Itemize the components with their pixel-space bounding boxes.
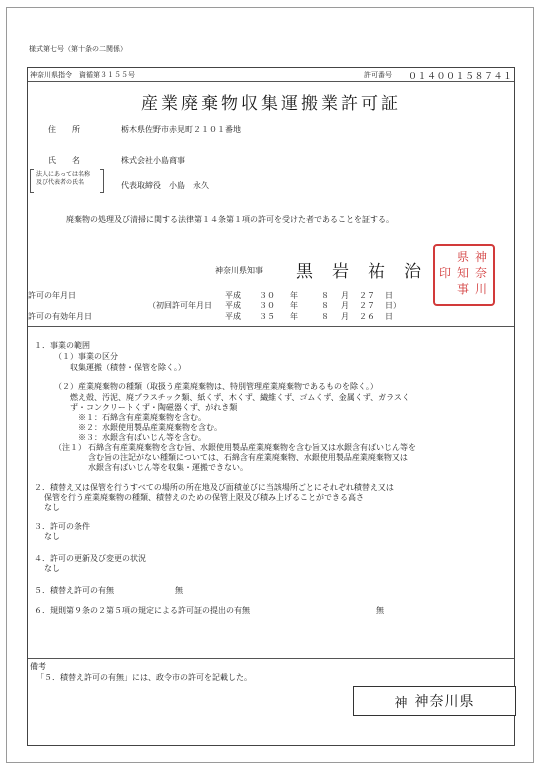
- caution-line1: 石綿含有産業廃棄物を含む旨、水銀使用製品産業廃棄物を含む旨又は水銀含有ばいじん等を: [88, 443, 416, 452]
- governor-seal: [433, 244, 495, 306]
- seal-char: 川: [475, 282, 488, 296]
- prefecture-emblem-icon: 神: [394, 695, 409, 711]
- expiry-date-label: 許可の有効年月日: [28, 312, 92, 321]
- caution-line2: 含む旨の注記がない種類については、石綿含有産業廃棄物、水銀使用製品産業廃棄物又は: [88, 453, 408, 462]
- certification-statement: 廃棄物の処理及び清掃に関する法律第１４条第１項の許可を受けた者であることを証する。: [66, 215, 394, 224]
- seal-char: 知: [457, 266, 470, 280]
- seal-char: 奈: [475, 266, 488, 280]
- caution-line3: 水銀含有ばいじん等を収集・運搬できない。: [88, 463, 248, 472]
- remarks-text: 「５．積替え許可の有無」には、政令市の許可を記載した。: [36, 673, 252, 682]
- governor-title: 神奈川県知事: [215, 266, 263, 275]
- address-value: 栃木県佐野市赤見町２１０１番地: [121, 125, 241, 134]
- section-6-value: 無: [376, 606, 384, 615]
- waste-types-line1: 燃え殻、汚泥、廃プラスチック類、紙くず、木くず、繊維くず、ゴムくず、金属くず、ガラスく: [70, 393, 410, 402]
- seal-char: 事: [457, 282, 470, 296]
- address-label: 住 所: [48, 125, 80, 134]
- name-value: 株式会社小島商事: [121, 156, 185, 165]
- section-4-title: ４．許可の更新及び変更の状況: [34, 554, 146, 563]
- designation-number: 神奈川県指令 資循第３１５５号: [30, 71, 135, 79]
- header-divider: [28, 81, 514, 82]
- permit-number-label: 許可番号: [364, 71, 392, 79]
- initial-permit-label: （初回許可年月日: [148, 301, 212, 310]
- representative-label-line2: 及び代表者の氏名: [36, 179, 85, 186]
- representative-label-line1: 法人にあっては名称: [36, 171, 90, 178]
- remarks-label: 備考: [30, 662, 46, 671]
- note-asbestos: ※１：石綿含有産業廃棄物を含む。: [78, 413, 206, 422]
- seal-char: 県: [457, 250, 470, 264]
- section-2-title-line2: 保管を行う産業廃棄物の種類、積替えのための保管上限及び積み上げることができる高さ: [44, 493, 364, 502]
- section-2-title-line1: ２．積替え又は保管を行うすべての場所の所在地及び面積並びに当該場所ごとにそれぞれ積替え又は: [34, 483, 394, 492]
- seal-char: 印: [439, 266, 452, 280]
- representative-value: 代表取締役 小島 永久: [121, 181, 209, 190]
- section-5-value: 無: [175, 586, 183, 595]
- remarks-divider: [28, 658, 514, 659]
- section-3-title: ３．許可の条件: [34, 522, 90, 531]
- issuing-authority-box: [353, 686, 516, 716]
- section-2-value: なし: [44, 503, 60, 512]
- seal-char: 神: [475, 250, 488, 264]
- section-1-sub1: （１）事業の区分: [54, 352, 118, 361]
- permit-number: ０１４００１５８７４１: [408, 72, 513, 82]
- governor-name: 黒 岩 祐 治: [296, 262, 422, 282]
- section-5-title: ５．積替え許可の有無: [34, 586, 114, 595]
- waste-types-line2: ず・コンクリートくず・陶磁器くず、がれき類: [70, 403, 238, 412]
- dates-divider: [28, 326, 514, 327]
- section-4-value: なし: [44, 564, 60, 573]
- section-3-value: なし: [44, 532, 60, 541]
- note-mercury-products: ※２：水銀使用製品産業廃棄物を含む。: [78, 423, 222, 432]
- form-label: 様式第七号（第十条の二関係）: [29, 45, 127, 53]
- representative-label-bracket: [28, 169, 106, 191]
- section-1-sub2: （２）産業廃棄物の種類（取扱う産業廃棄物は、特別管理産業廃棄物であるものを除く。）: [54, 382, 378, 391]
- caution-label: （注１）: [54, 443, 86, 452]
- name-label: 氏 名: [48, 156, 80, 165]
- document-title: 産業廃棄物収集運搬業許可証: [141, 94, 401, 114]
- permit-document: 神奈川県指令 資循第３１５５号 許可番号 ０１４００１５８７４１ 産業廃棄物収集運搬業許可証 住 所 栃木県佐野市赤見町２１０１番地 氏 名 株式会社小島商事 法人にあっては名称 及び代表者の氏名 代表取締役 小島 永久 廃棄物の処理及び清掃に関する法律第１４条第１項の許可を受けた者であることを証する。 神奈川県知事 黒 岩 祐 治 神 奈 川 県 知 事 印 許可の年月日 （初回許可年月日 許可の有効年月日 平成 ３０ 年 ８ 月 ２７ 日 平成 ３０ 年 ８ 月 ２７ 日） 平成 ３５ 年 ８ 月 ２６ 日 １．事業の範囲 （１）事業の区分 収集運搬（積替・保管を除く。） （２）産業廃棄物の種類（取扱う産業廃棄物は、特別管理産業廃棄物であるものを除く。） 燃え殻、汚泥、廃プラスチック類、紙くず、木くず、繊維くず、ゴムくず、金属くず、ガラスく ず・コンクリートくず・陶磁器くず、がれき類 ※１：石綿含有産業廃棄物を含む。 ※２：水銀使用製品産業廃棄物を含む。 ※３：水銀含有ばいじん等を含む。 （注１） 石綿含有産業廃棄物を含む旨、水銀使用製品産業廃棄物を含む旨又は水銀含有ばいじん等を 含む旨の注記がない種類については、石綿含有産業廃棄物、水銀使用製品産業廃棄物又は 水銀含有ばいじん等を収集・運搬できない。 ２．積替え又は保管を行うすべての場所の所在地及び面積並びに当該場所ごとにそれぞれ積替え又は 保管を行う産業廃棄物の種類、積替えのための保管上限及び積み上げることができる高さ なし ３．許可の条件 なし ４．許可の更新及び変更の状況 なし ５．積替え許可の有無 無 ６．規則第９条の２第５項の規定による許可証の提出の有無 無 備考 「５．積替え許可の有無」には、政令市の許可を記載した。 神 神奈川県: [27, 67, 515, 746]
- section-1-sub1-value: 収集運搬（積替・保管を除く。）: [70, 363, 186, 372]
- section-6-title: ６．規則第９条の２第５項の規定による許可証の提出の有無: [34, 606, 250, 615]
- section-1-title: １．事業の範囲: [34, 341, 90, 350]
- note-mercury-dust: ※３：水銀含有ばいじん等を含む。: [78, 433, 206, 442]
- permit-date-label: 許可の年月日: [28, 291, 76, 300]
- issuing-authority-name: 神奈川県: [414, 694, 475, 710]
